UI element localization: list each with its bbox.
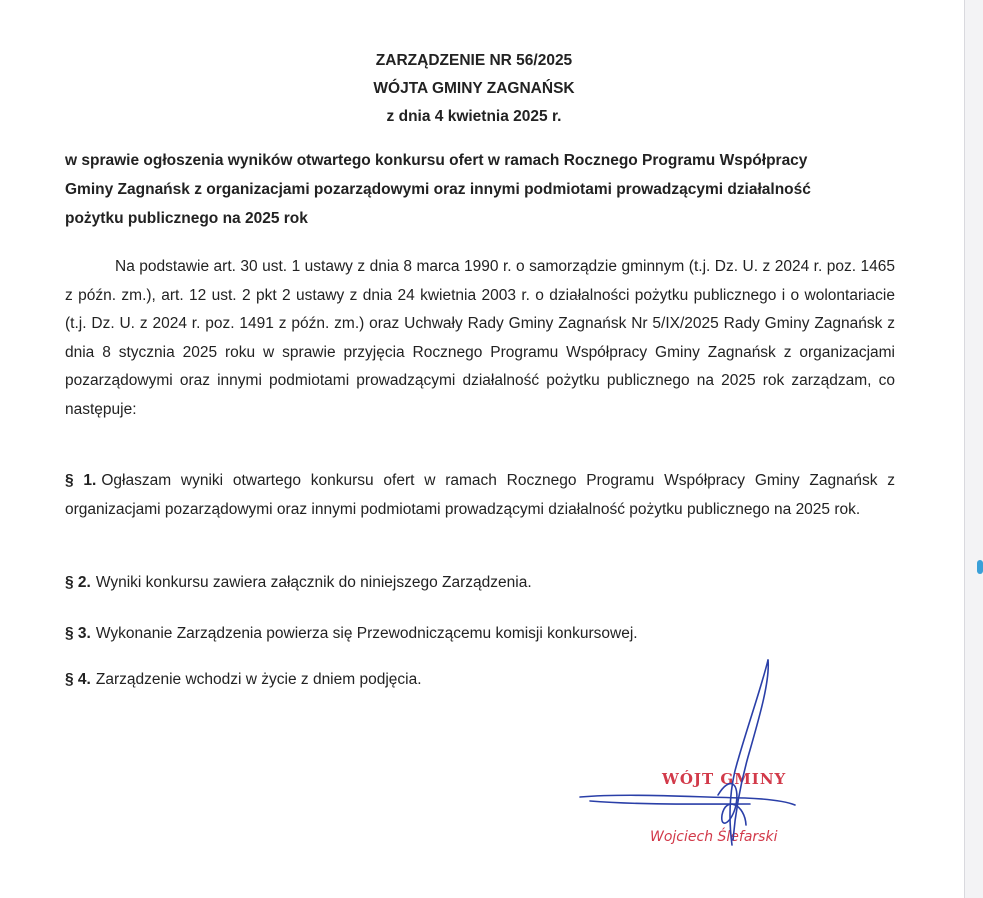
paragraph-2 (65, 568, 895, 597)
paragraph-number: § 2. (65, 574, 91, 591)
paragraph-text: Wyniki konkursu zawiera załącznik do niniejszego Zarządzenia. (95, 574, 532, 591)
subject-line: pożytku publicznego na 2025 rok (65, 210, 308, 227)
paragraph-text: Wykonanie Zarządzenia powierza się Przewodniczącemu komisji konkursowej. (95, 625, 638, 642)
legal-basis-preamble: Na podstawie art. 30 ust. 1 ustawy z dnia 8 marca 1990 r. o samorządzie gminnym (t.j. Dz. U. z 2024 r. poz. 1465 z późn. zm.), art. 12 ust. 2 pkt 2 ustawy z dnia 24 kwietnia 2003 r. o działalności pożytku publicznego i o wolontariacie (t.j. Dz. U. z 2024 r. poz. 1491 z późn. zm.) oraz Uchwały Rady Gminy Zagnańsk Nr 5/IX/2025 Rady Gminy Zagnańsk z dnia 8 stycznia 2025 roku w sprawie przyjęcia Rocznego Programu Współpracy Gminy Zagnańsk z organizacjami pozarządowymi oraz innymi podmiotami prowadzącymi działalność pożytku publicznego na 2025 rok zarządzam, co następuje: (65, 258, 895, 418)
viewer-scroll-edge[interactable] (964, 0, 983, 898)
issuer: WÓJTA GMINY ZAGNAŃSK (373, 80, 575, 97)
decree-number: ZARZĄDZENIE NR 56/2025 (375, 52, 573, 69)
paragraph-number: § 1. (65, 472, 97, 489)
paragraph-text: Ogłaszam wyniki otwartego konkursu ofert w ramach Rocznego Programu Współpracy Gminy Zagnańsk z organizacjami pozarządowymi oraz innymi podmiotami prowadzącymi działalność pożytku publicznego na 2025 rok. (65, 472, 895, 518)
paragraph-number: § 3. (65, 625, 91, 642)
paragraph-text: Zarządzenie wchodzi w życie z dniem podjęcia. (95, 671, 422, 688)
handwritten-signature (570, 655, 820, 855)
decree-subject (65, 146, 905, 233)
paragraph-1 (65, 466, 895, 524)
scroll-indicator[interactable] (977, 560, 983, 574)
subject-line: w sprawie ogłoszenia wyników otwartego konkursu ofert w ramach Rocznego Programu Współpracy (65, 152, 808, 169)
decree-date: z dnia 4 kwietnia 2025 r. (386, 108, 562, 125)
stamp-name: Wojciech Ślefarski (650, 829, 778, 845)
document-header (0, 47, 948, 131)
paragraph-3 (65, 619, 895, 648)
subject-line: Gminy Zagnańsk z organizacjami pozarządowymi oraz innymi podmiotami prowadzącymi działalność (65, 181, 811, 198)
stamp-title: WÓJT GMINY (662, 770, 787, 788)
paragraph-number: § 4. (65, 671, 91, 688)
